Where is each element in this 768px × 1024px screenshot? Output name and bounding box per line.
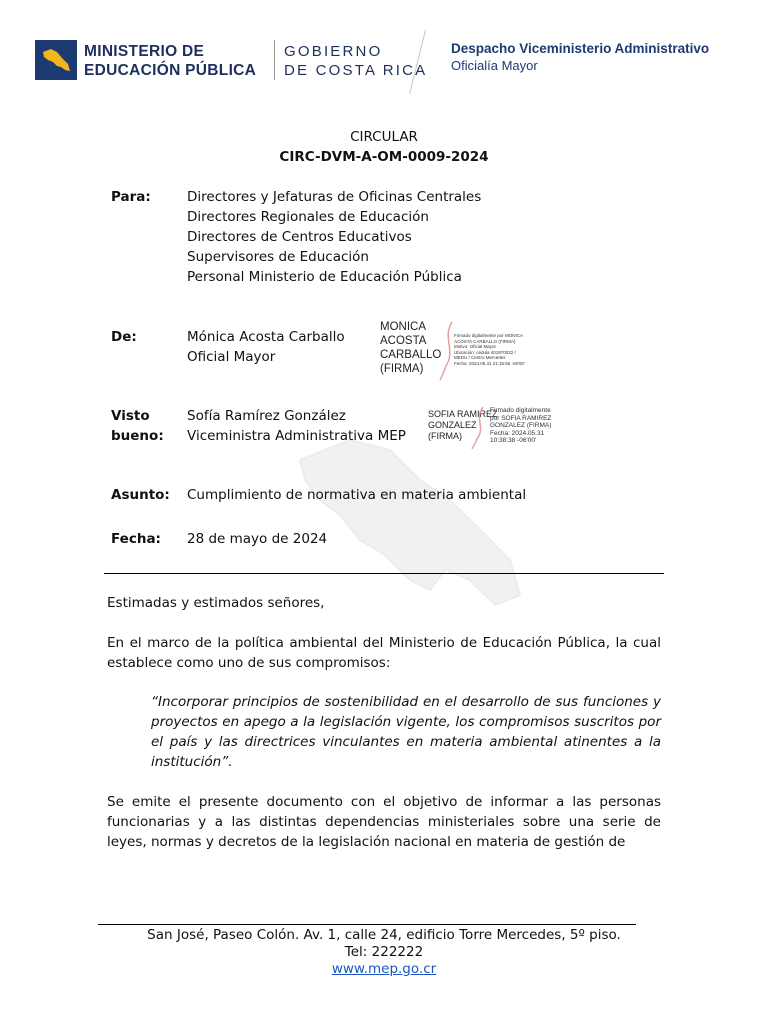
signature-detail: 10:38:38 -06'00' <box>490 437 537 444</box>
document-code: CIRC-DVM-A-OM-0009-2024 <box>279 149 489 165</box>
signature-name-line: ACOSTA <box>380 335 427 347</box>
approver-name: Sofía Ramírez González <box>187 408 346 424</box>
signature-detail: Fecha: 2024.05.31 21:15:56 -06'00' <box>454 360 525 366</box>
sender-signature <box>380 320 441 376</box>
signature-detail: Motivo: Oficial Mayor <box>454 344 497 349</box>
footer-address: San José, Paseo Colón. Av. 1, calle 24, edificio Torre Mercedes, 5º piso. <box>147 927 621 943</box>
office-name: Despacho Viceministerio Administrativo <box>451 41 710 56</box>
sender-signature-details <box>454 333 525 366</box>
asunto-label: Asunto: <box>111 487 170 503</box>
asunto-value: Cumplimiento de normativa en materia ambiental <box>187 487 527 503</box>
approver-role: Viceministra Administrativa MEP <box>187 428 406 444</box>
ministry-line-2: EDUCACIÓN PÚBLICA <box>84 62 257 79</box>
policy-quote: “Incorporar principios de sostenibilidad en el desarrollo de sus funciones y proyectos en apego a la legislación vigente, los compromisos suscritos por el país y las directrices vinculantes en materia ambiental atinentes a la institución”. <box>151 694 661 770</box>
signature-name-line: (FIRMA) <box>380 363 424 375</box>
signature-name-line: GONZALEZ <box>428 420 477 430</box>
sender-name: Mónica Acosta Carballo <box>187 329 345 345</box>
costa-rica-map-icon <box>35 40 77 80</box>
body-paragraph-1: En el marco de la política ambiental del Ministerio de Educación Pública, la cual establece como uno de sus compromisos: <box>107 635 661 671</box>
document-type: CIRCULAR <box>350 129 418 145</box>
para-label: Para: <box>111 189 151 205</box>
footer-website-container <box>0 961 768 978</box>
de-label: De: <box>111 329 137 345</box>
fecha-value: 28 de mayo de 2024 <box>187 531 328 547</box>
recipient-item: Directores Regionales de Educación <box>187 209 429 225</box>
signature-name-line: MONICA <box>380 321 426 333</box>
signature-name-line: (FIRMA) <box>428 431 462 441</box>
visto-label-line-2: bueno: <box>111 428 164 444</box>
signature-detail: Ubicación: cédula 401970022 / <box>454 349 516 355</box>
sender-role: Oficial Mayor <box>187 349 276 365</box>
footer-phone: Tel: 222222 <box>344 944 424 960</box>
mep-logo <box>35 40 77 80</box>
signature-detail: Fecha: 2024.05.31 <box>490 429 545 437</box>
signature-detail: Firmado digitalmente por MONICA <box>454 333 524 338</box>
signature-detail: MEDU / Centro Mercedes <box>454 355 506 360</box>
greeting: Estimadas y estimados señores, <box>107 595 325 611</box>
signature-name-line: CARBALLO <box>380 349 442 361</box>
recipients-list <box>187 187 481 287</box>
body-paragraph-2: Se emite el presente documento con el objetivo de informar a las personas funcionarias y a las distintas dependencias ministeriales sobre una serie de leyes, normas y decretos de la legislación nacional en materia de gestión de <box>107 794 661 850</box>
visto-label-line-1: Visto <box>111 408 150 424</box>
footer-website-link[interactable]: www.mep.go.cr <box>331 961 437 977</box>
government-line-2: DE COSTA RICA <box>284 62 428 79</box>
approver-signature-details <box>490 407 551 445</box>
signature-name-line: SOFIA RAMIREZ <box>428 409 498 419</box>
government-name <box>284 42 427 80</box>
government-line-1: GOBIERNO <box>284 43 383 60</box>
header-rule <box>104 573 664 574</box>
watermark-map <box>280 420 540 620</box>
ministry-name <box>84 42 256 80</box>
approver-block <box>187 406 406 446</box>
header-divider <box>274 40 275 80</box>
suboffice-name: Oficialía Mayor <box>451 58 538 73</box>
signature-detail: ACOSTA CARBALLO (FIRMA) <box>454 338 516 344</box>
sender-block <box>187 327 345 367</box>
footer-rule <box>98 924 636 925</box>
signature-detail: por SOFIA RAMIREZ <box>490 414 552 422</box>
recipient-item: Directores de Centros Educativos <box>187 229 412 245</box>
recipient-item: Supervisores de Educación <box>187 249 369 265</box>
signature-detail: GONZALEZ (FIRMA) <box>490 422 552 429</box>
fecha-label: Fecha: <box>111 531 161 547</box>
recipient-item: Directores y Jefaturas de Oficinas Centrales <box>187 189 482 205</box>
ministry-line-1: MINISTERIO DE <box>84 43 205 60</box>
visto-bueno-label <box>111 406 164 446</box>
signature-detail: Firmado digitalmente <box>490 407 551 414</box>
recipient-item: Personal Ministerio de Educación Pública <box>187 269 462 285</box>
signature-stroke-icon <box>470 405 488 451</box>
